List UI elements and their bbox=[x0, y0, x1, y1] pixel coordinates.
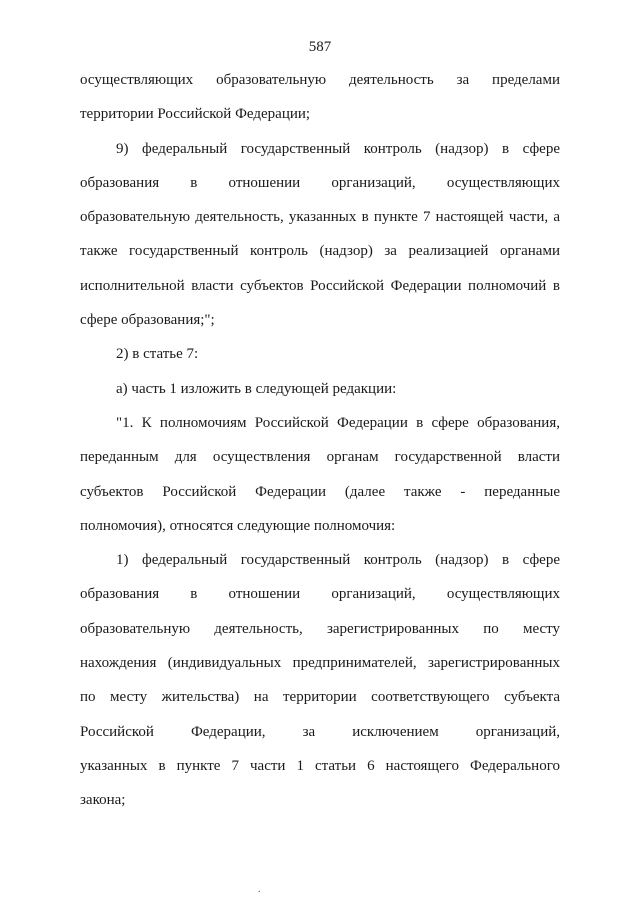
text-line: полномочия), относятся следующие полномочия: bbox=[80, 517, 396, 534]
paragraph-first-line: а) часть 1 изложить в следующей редакции: bbox=[116, 380, 397, 397]
text-line: образовательную деятельность, зарегистрированных по месту bbox=[80, 620, 560, 637]
text-line: субъектов Российской Федерации (далее также - переданные bbox=[80, 483, 560, 500]
document-body bbox=[80, 63, 560, 818]
text-line: переданным для осуществления органам государственной власти bbox=[80, 449, 560, 466]
text-line: осуществляющих образовательную деятельность за пределами bbox=[80, 72, 560, 88]
text-line: нахождения (индивидуальных предпринимателей, зарегистрированных bbox=[80, 655, 560, 672]
text-line: также государственный контроль (надзор) за реализацией органами bbox=[80, 243, 560, 260]
paragraph-first-line: "1. К полномочиям Российской Федерации в сфере образования, bbox=[116, 414, 560, 431]
paragraph-first-line: 2) в статье 7: bbox=[116, 346, 199, 363]
page-number: 587 bbox=[308, 39, 332, 55]
text-line: образования в отношении организаций, осуществляющих bbox=[80, 586, 560, 603]
text-line: образования в отношении организаций, осуществляющих bbox=[80, 174, 560, 191]
paragraph-first-line: 1) федеральный государственный контроль (надзор) в сфере bbox=[116, 552, 560, 569]
text-line: указанных в пункте 7 части 1 статьи 6 настоящего Федерального bbox=[80, 757, 560, 774]
text-line: Российской Федерации, за исключением организаций, bbox=[80, 723, 560, 740]
text-line: сфере образования;"; bbox=[80, 312, 215, 329]
text-line: закона; bbox=[80, 792, 126, 809]
text-line: образовательную деятельность, указанных в пункте 7 настоящей части, а bbox=[80, 209, 560, 226]
text-line: по месту жительства) на территории соответствующего субъекта bbox=[80, 689, 560, 706]
footer-mark: . bbox=[258, 884, 261, 895]
text-line: исполнительной власти субъектов Российской Федерации полномочий в bbox=[80, 277, 560, 294]
paragraph-first-line: 9) федеральный государственный контроль (надзор) в сфере bbox=[116, 140, 560, 157]
text-line: территории Российской Федерации; bbox=[80, 106, 311, 123]
